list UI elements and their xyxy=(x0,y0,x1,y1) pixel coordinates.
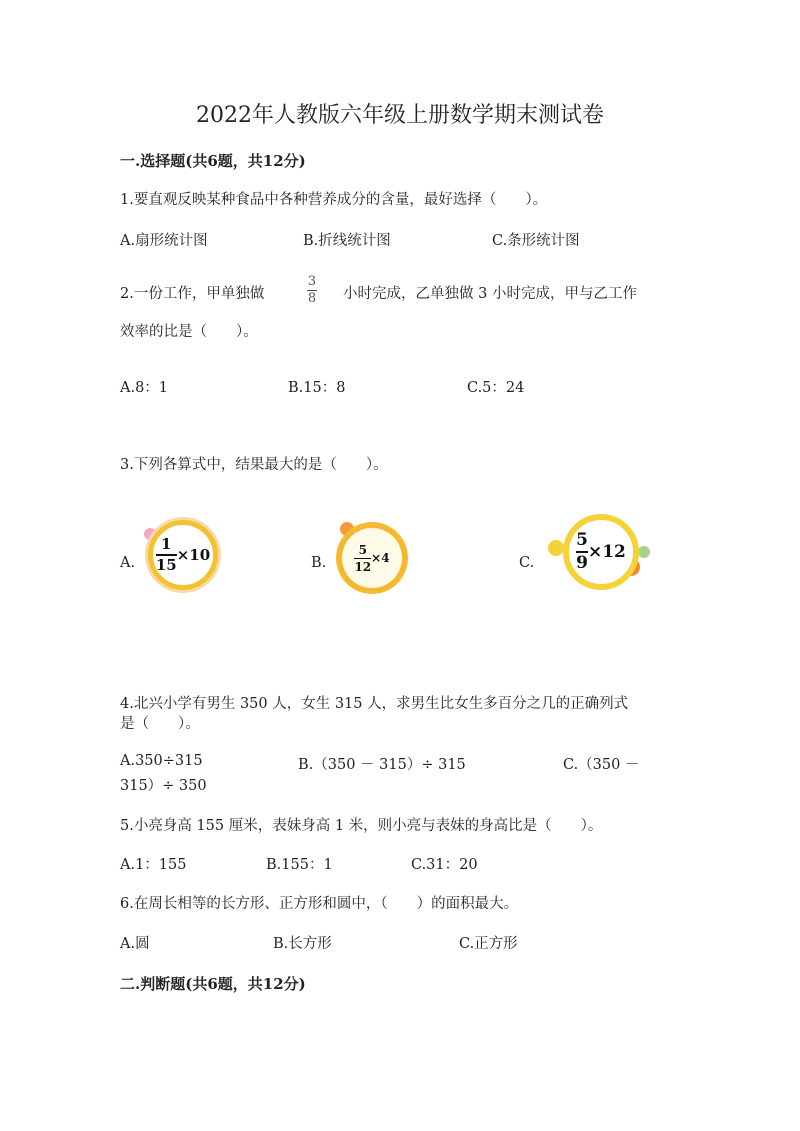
fraction-numerator: 3 xyxy=(307,274,317,289)
leaf-decoration xyxy=(638,546,650,558)
flower-decoration xyxy=(548,540,564,556)
question-3-text: 3.下列各算式中，结果最大的是（ ）。 xyxy=(120,457,388,473)
question-3-option-b-label: B. xyxy=(311,555,327,571)
question-2-option-a: A.8：1 xyxy=(120,380,169,396)
expression-a-fraction xyxy=(156,537,177,573)
fraction-denominator: 8 xyxy=(307,291,317,306)
expression-a-operator: ×10 xyxy=(176,546,211,564)
fraction-bar xyxy=(354,558,371,559)
expression-c-denominator: 9 xyxy=(576,553,588,573)
question-3-option-c-label: C. xyxy=(519,555,535,571)
expression-b-operator: ×4 xyxy=(371,551,390,565)
page-title: 2022年人教版六年级上册数学期末测试卷 xyxy=(196,103,604,128)
expression-badge-c xyxy=(563,514,639,590)
question-1-text: 1.要直观反映某种食品中各种营养成分的含量，最好选择（ ）。 xyxy=(120,192,548,208)
expression-a xyxy=(156,537,210,573)
expression-c-operator: ×12 xyxy=(587,542,626,562)
section-heading-judgment: 二.判断题(共6题，共12分) xyxy=(120,975,306,993)
question-1-option-c: C.条形统计图 xyxy=(492,233,580,249)
question-6-text: 6.在周长相等的长方形、正方形和圆中，（ ）的面积最大。 xyxy=(120,896,519,912)
question-6-option-a: A.圆 xyxy=(120,936,150,952)
expression-badge-a xyxy=(148,520,218,590)
question-2-text-before: 2.一份工作，甲单独做 xyxy=(120,286,265,302)
question-1-option-a: A.扇形统计图 xyxy=(120,233,208,249)
question-2-text-line2: 效率的比是（ ）。 xyxy=(120,324,258,340)
expression-badge-b xyxy=(336,522,408,594)
question-2-text-after: 小时完成，乙单独做 3 小时完成，甲与乙工作 xyxy=(343,286,637,302)
question-2-fraction xyxy=(307,275,317,306)
section-heading-choice: 一.选择题(共6题，共12分) xyxy=(120,152,306,170)
question-5-option-b: B.155：1 xyxy=(266,857,333,873)
question-2-option-b: B.15：8 xyxy=(288,380,346,396)
question-6-option-c: C.正方形 xyxy=(459,936,518,952)
question-4-text-line1: 4.北兴小学有男生 350 人，女生 315 人，求男生比女生多百分之几的正确列式 xyxy=(120,696,629,712)
question-5-option-a: A.1：155 xyxy=(120,857,187,873)
expression-a-denominator: 15 xyxy=(155,556,177,574)
expression-c-numerator: 5 xyxy=(576,530,588,550)
expression-c-fraction xyxy=(576,532,588,572)
question-2-option-c: C.5：24 xyxy=(467,380,525,396)
question-6-option-b: B.长方形 xyxy=(273,936,332,952)
question-4-text-line2: 是（ ）。 xyxy=(120,716,200,732)
question-4-option-b: B.（350 － 315）÷ 315 xyxy=(298,757,466,773)
question-5-option-c: C.31：20 xyxy=(411,857,478,873)
question-5-text: 5.小亮身高 155 厘米，表妹身高 1 米，则小亮与表妹的身高比是（ ）。 xyxy=(120,818,603,834)
question-3-option-a-label: A. xyxy=(120,555,136,571)
question-4-option-a: A.350÷315 xyxy=(120,753,203,769)
expression-a-numerator: 1 xyxy=(161,535,172,553)
question-1-option-b: B.折线统计图 xyxy=(303,233,391,249)
expression-b xyxy=(354,544,389,573)
expression-b-numerator: 5 xyxy=(358,542,367,557)
expression-b-denominator: 12 xyxy=(354,559,372,574)
expression-c xyxy=(576,532,626,572)
question-4-option-c: C.（350 － xyxy=(563,757,640,773)
expression-b-fraction xyxy=(354,544,371,573)
question-4-option-c-continued: 315）÷ 350 xyxy=(120,778,207,794)
